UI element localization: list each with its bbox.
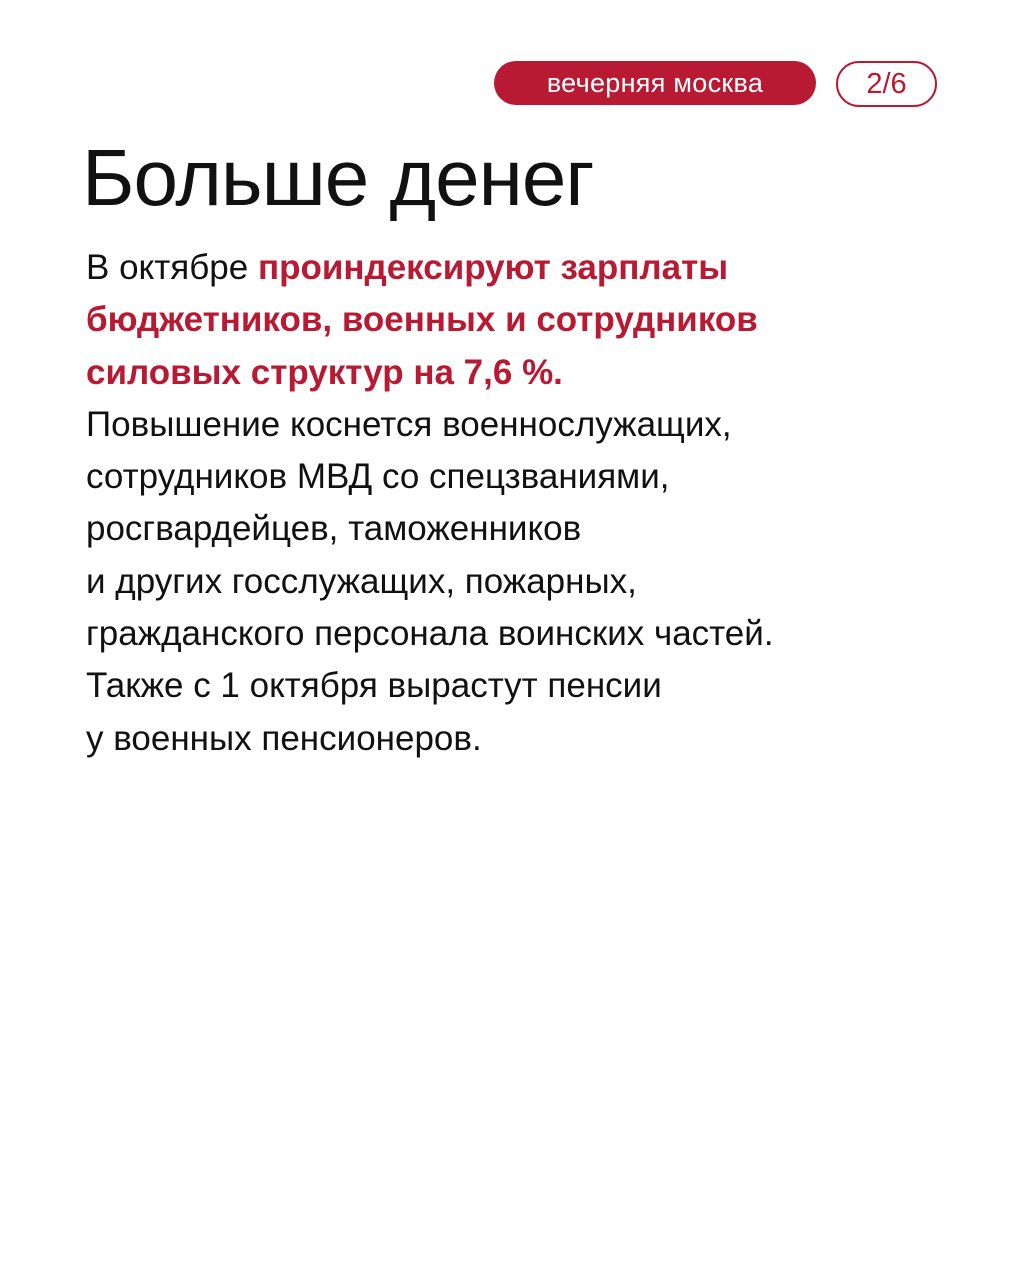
body-line [86, 347, 966, 399]
body-line [86, 242, 966, 294]
page-counter: 2/6 [836, 61, 937, 107]
page-title: Больше денег [82, 133, 594, 222]
highlight-text: проиндексируют зарплаты [257, 248, 729, 287]
body-line [86, 294, 966, 346]
body-line: у военных пенсионеров. [86, 718, 482, 758]
body-line: Повышение коснется военнослужащих, [86, 404, 732, 444]
body-line: росгвардейцев, таможенников [86, 509, 582, 549]
body-line: Также с 1 октября вырастут пенсии [86, 666, 662, 706]
brand-badge: вечерняя москва [494, 61, 816, 105]
highlight-text: бюджетников, военных и сотрудников [86, 300, 758, 340]
highlight-text: силовых структур на 7,6 %. [86, 352, 563, 392]
body-line: и других госслужащих, пожарных, [86, 561, 637, 601]
body-text [86, 242, 966, 765]
body-line-text: В октябре [86, 248, 258, 287]
body-line: сотрудников МВД со спецзваниями, [86, 457, 670, 497]
body-line: гражданского персонала воинских частей. [86, 614, 774, 654]
